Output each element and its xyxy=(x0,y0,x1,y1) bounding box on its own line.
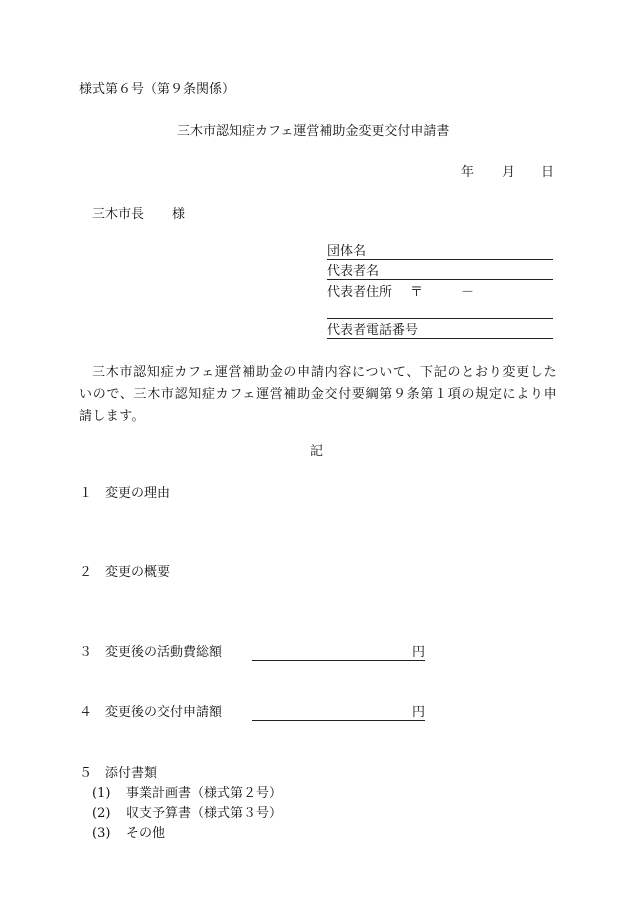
date-year-label: 年 xyxy=(461,165,475,180)
item-label: 変更後の交付申請額 xyxy=(105,705,223,720)
postal-dash: － xyxy=(461,285,475,300)
form-number: 様式第６号（第９条関係） xyxy=(79,82,236,97)
representative-address-label: 代表者住所 xyxy=(327,285,393,300)
item-unit: 円 xyxy=(412,645,426,660)
attachment-label: 収支予算書（様式第３号） xyxy=(126,806,283,821)
application-body-text: 三木市認知症カフェ運営補助金の申請内容について、下記のとおり変更したいので、三木市認知症カフェ運営補助金交付要綱第９条第１項の規定により申請します。 xyxy=(79,365,557,424)
item-label: 変更の概要 xyxy=(105,565,171,580)
item-number: ４ xyxy=(79,705,93,720)
ki-heading: 記 xyxy=(310,444,324,459)
item-label: 変更の理由 xyxy=(105,486,171,501)
attachment-number: (3) xyxy=(92,826,111,841)
grant-amount-underline xyxy=(252,720,425,721)
postal-mark: 〒 xyxy=(410,285,424,300)
attachment-number: (2) xyxy=(92,806,111,821)
date-month-label: 月 xyxy=(502,165,516,180)
item-number: ２ xyxy=(79,565,93,580)
representative-name-label: 代表者名 xyxy=(327,264,380,279)
item-label: 添付書類 xyxy=(105,766,158,781)
addressee-honorific: 様 xyxy=(172,207,186,222)
date-day-label: 日 xyxy=(541,165,555,180)
document-title: 三木市認知症カフェ運営補助金変更交付申請書 xyxy=(177,124,450,139)
representative-name-underline xyxy=(327,279,553,280)
item-number: １ xyxy=(79,486,93,501)
item-number: ３ xyxy=(79,645,93,660)
item-number: ５ xyxy=(79,766,93,781)
group-name-label: 団体名 xyxy=(327,244,367,259)
representative-phone-label: 代表者電話番号 xyxy=(327,323,419,338)
group-name-underline xyxy=(327,259,553,260)
item-unit: 円 xyxy=(412,705,426,720)
attachment-number: (1) xyxy=(92,786,111,801)
activity-total-underline xyxy=(252,660,425,661)
representative-phone-underline xyxy=(327,338,553,339)
attachment-label: その他 xyxy=(126,826,166,841)
item-label: 変更後の活動費総額 xyxy=(105,645,223,660)
attachment-label: 事業計画書（様式第２号） xyxy=(126,786,283,801)
addressee-name: 三木市長 xyxy=(92,207,145,222)
representative-address-underline xyxy=(327,318,553,319)
